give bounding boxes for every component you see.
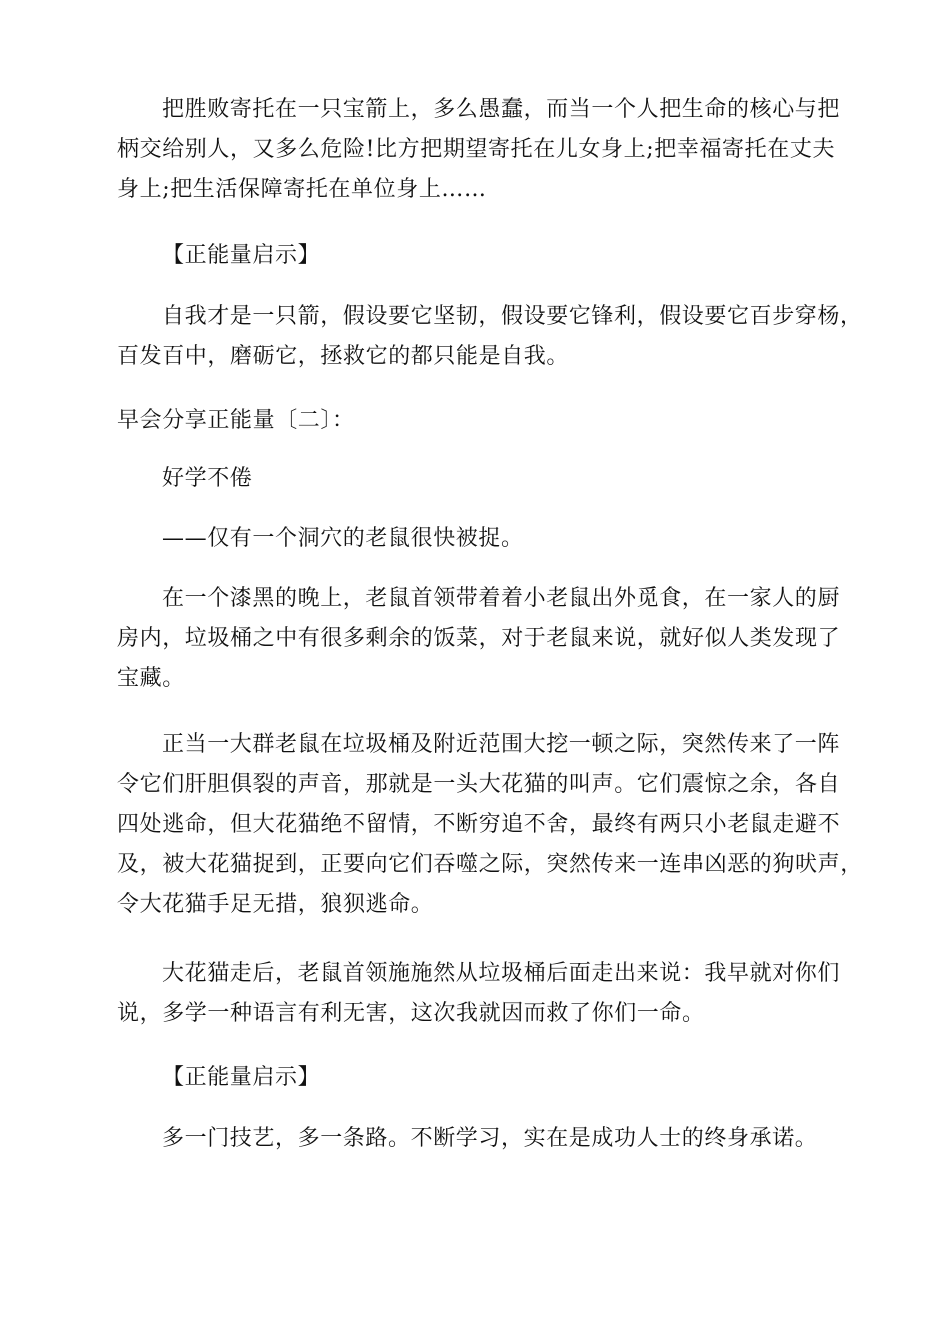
paragraph-line: 大花猫走后，老鼠首领施施然从垃圾桶后面走出来说：我早就对你们 — [162, 961, 841, 986]
title-line: 好学不倦 — [162, 466, 253, 491]
heading-line: 【正能量启示】 — [162, 1065, 321, 1090]
paragraph-line: 令大花猫手足无措，狼狈逃命。 — [117, 892, 434, 917]
paragraph-line: 自我才是一只箭，假设要它坚韧，假设要它锋利，假设要它百步穿杨， — [162, 304, 863, 329]
section-title-part-two — [117, 401, 833, 441]
paragraph-line: 宝藏。 — [117, 666, 185, 691]
story-subtitle — [117, 519, 833, 559]
paragraph-line: 柄交给别人，又多么危险!比方把期望寄托在儿女身上;把幸福寄托在丈夫 — [117, 137, 836, 162]
heading-line: 【正能量启示】 — [162, 243, 321, 268]
paragraph-keep-learning — [117, 1119, 833, 1159]
section-heading-insight-1 — [117, 236, 833, 276]
paragraph-self-arrow — [117, 297, 863, 377]
paragraph-line: 令它们肝胆俱裂的声音，那就是一头大花猫的叫声。它们震惊之余，各自 — [117, 772, 841, 797]
title-line: 早会分享正能量〔二〕： — [117, 408, 355, 433]
subtitle-line: ——仅有一个洞穴的老鼠很快被捉。 — [162, 526, 524, 551]
paragraph-dark-night — [117, 579, 841, 699]
paragraph-line: 多一门技艺，多一条路。不断学习，实在是成功人士的终身承诺。 — [162, 1126, 818, 1151]
paragraph-arrow-moral — [117, 90, 841, 210]
story-title — [117, 459, 833, 499]
paragraph-line: 百发百中，磨砺它，拯救它的都只能是自我。 — [117, 344, 570, 369]
paragraph-line: 房内，垃圾桶之中有很多剩余的饭菜，对于老鼠来说，就好似人类发现了 — [117, 626, 841, 651]
paragraph-leader-speaks — [117, 954, 841, 1034]
paragraph-line: 把胜败寄托在一只宝箭上，多么愚蠢，而当一个人把生命的核心与把 — [162, 97, 841, 122]
paragraph-line: 正当一大群老鼠在垃圾桶及附近范围大挖一顿之际，突然传来了一阵 — [162, 732, 841, 757]
paragraph-line: 说，多学一种语言有利无害，这次我就因而救了你们一命。 — [117, 1001, 705, 1026]
paragraph-line: 及，被大花猫捉到，正要向它们吞噬之际，突然传来一连串凶恶的狗吠声， — [117, 852, 863, 877]
paragraph-line: 身上;把生活保障寄托在单位身上…… — [117, 177, 487, 202]
paragraph-line: 四处逃命，但大花猫绝不留情，不断穷追不舍，最终有两只小老鼠走避不 — [117, 812, 841, 837]
paragraph-line: 在一个漆黑的晚上，老鼠首领带着着小老鼠出外觅食，在一家人的厨 — [162, 586, 841, 611]
paragraph-cat-chase — [117, 725, 863, 925]
section-heading-insight-2 — [117, 1058, 833, 1098]
